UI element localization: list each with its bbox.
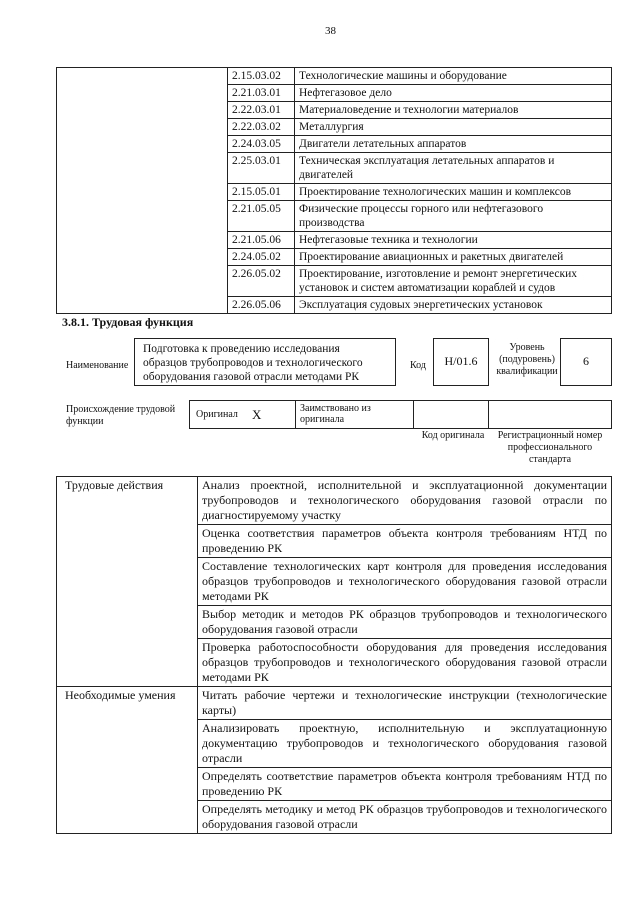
specialties-table (56, 67, 612, 314)
specialty-name: Материаловедение и технологии материалов (295, 102, 612, 119)
labor-action-row (57, 477, 612, 525)
specialty-code: 2.24.03.05 (228, 136, 295, 153)
specialty-name: Технологические машины и оборудование (295, 68, 612, 85)
labor-action-item: Оценка соответствия параметров объекта контроля требованиям НТД по проведению РК (198, 525, 612, 558)
specialty-code: 2.25.03.01 (228, 153, 295, 184)
section-title: 3.8.1. Трудовая функция (62, 315, 194, 329)
borrowed-cell (295, 400, 414, 429)
code-value-box (433, 338, 489, 386)
skill-item: Анализировать проектную, исполнительную и эксплуатационную документацию трубопроводов и технологического оборудования газовой отрасли (198, 720, 612, 768)
origin-label: Происхождение трудовой функции (66, 404, 176, 427)
code-value: Н/01.6 (444, 354, 478, 368)
labor-action-item: Проверка работоспособности оборудования для проведения исследования образцов трубопроводов и технологического оборудования газовой отрасли методами РК (198, 639, 612, 687)
code-caption: Код оригинала (421, 430, 485, 441)
specialty-name: Проектирование технологических машин и комплексов (295, 184, 612, 201)
skill-item: Читать рабочие чертежи и технологические инструкции (технологические карты) (198, 687, 612, 720)
specialty-code: 2.21.03.01 (228, 85, 295, 102)
specialty-code: 2.24.05.02 (228, 249, 295, 266)
specialty-code: 2.26.05.02 (228, 266, 295, 297)
function-table (56, 476, 612, 834)
labor-action-item: Анализ проектной, исполнительной и эксплуатационной документации трубопроводов и технологического оборудования газовой отрасли по диагностируемому участку (198, 477, 612, 525)
reg-caption: Регистрационный номер профессионального стандарта (497, 430, 603, 465)
labor-action-item: Составление технологических карт контроля для проведения исследования образцов трубопроводов и технологического оборудования газовой отрасли методами РК (198, 558, 612, 606)
code-label: Код (410, 360, 426, 371)
labor-action-label: Трудовые действия (57, 477, 198, 687)
level-value-box (560, 338, 612, 386)
skill-row (57, 687, 612, 720)
specialty-code: 2.15.05.01 (228, 184, 295, 201)
specialty-name: Проектирование, изготовление и ремонт энергетических установок и систем автоматизации кораблей и судов (295, 266, 612, 297)
specialty-name: Эксплуатация судовых энергетических установок (295, 297, 612, 314)
specialty-name: Нефтегазовое дело (295, 85, 612, 102)
specialty-row (57, 68, 612, 85)
specialty-name: Техническая эксплуатация летательных аппаратов и двигателей (295, 153, 612, 184)
specialty-name: Металлургия (295, 119, 612, 136)
page-number: 38 (325, 25, 336, 37)
original-label: Оригинал (196, 409, 238, 420)
empty-cell (57, 68, 228, 314)
specialty-code: 2.22.03.02 (228, 119, 295, 136)
level-label: Уровень (подуровень) квалификации (496, 342, 558, 377)
specialty-code: 2.26.05.06 (228, 297, 295, 314)
specialty-name: Двигатели летательных аппаратов (295, 136, 612, 153)
labor-action-item: Выбор методик и методов РК образцов трубопроводов и технологического оборудования газовой отрасли (198, 606, 612, 639)
skill-item: Определять соответствие параметров объекта контроля требованиям НТД по проведению РК (198, 768, 612, 801)
specialty-name: Проектирование авиационных и ракетных двигателей (295, 249, 612, 266)
specialty-code: 2.21.05.05 (228, 201, 295, 232)
specialty-code: 2.22.03.01 (228, 102, 295, 119)
level-value: 6 (583, 354, 589, 368)
original-cell (189, 400, 296, 429)
original-code-cell (413, 400, 489, 429)
name-value: Подготовка к проведению исследования образцов трубопроводов и технологического оборудования газовой отрасли методами РК (143, 343, 363, 383)
skill-label: Необходимые умения (57, 687, 198, 834)
name-value-box (134, 338, 396, 386)
specialty-code: 2.15.03.02 (228, 68, 295, 85)
specialty-name: Нефтегазовые техника и технологии (295, 232, 612, 249)
name-label: Наименование (66, 360, 129, 371)
original-mark: X (252, 407, 262, 422)
specialty-code: 2.21.05.06 (228, 232, 295, 249)
specialty-name: Физические процессы горного или нефтегазового производства (295, 201, 612, 232)
skill-item: Определять методику и метод РК образцов трубопроводов и технологического оборудования газовой отрасли (198, 801, 612, 834)
reg-number-cell (488, 400, 612, 429)
borrowed-label: Заимствовано из оригинала (300, 403, 371, 425)
